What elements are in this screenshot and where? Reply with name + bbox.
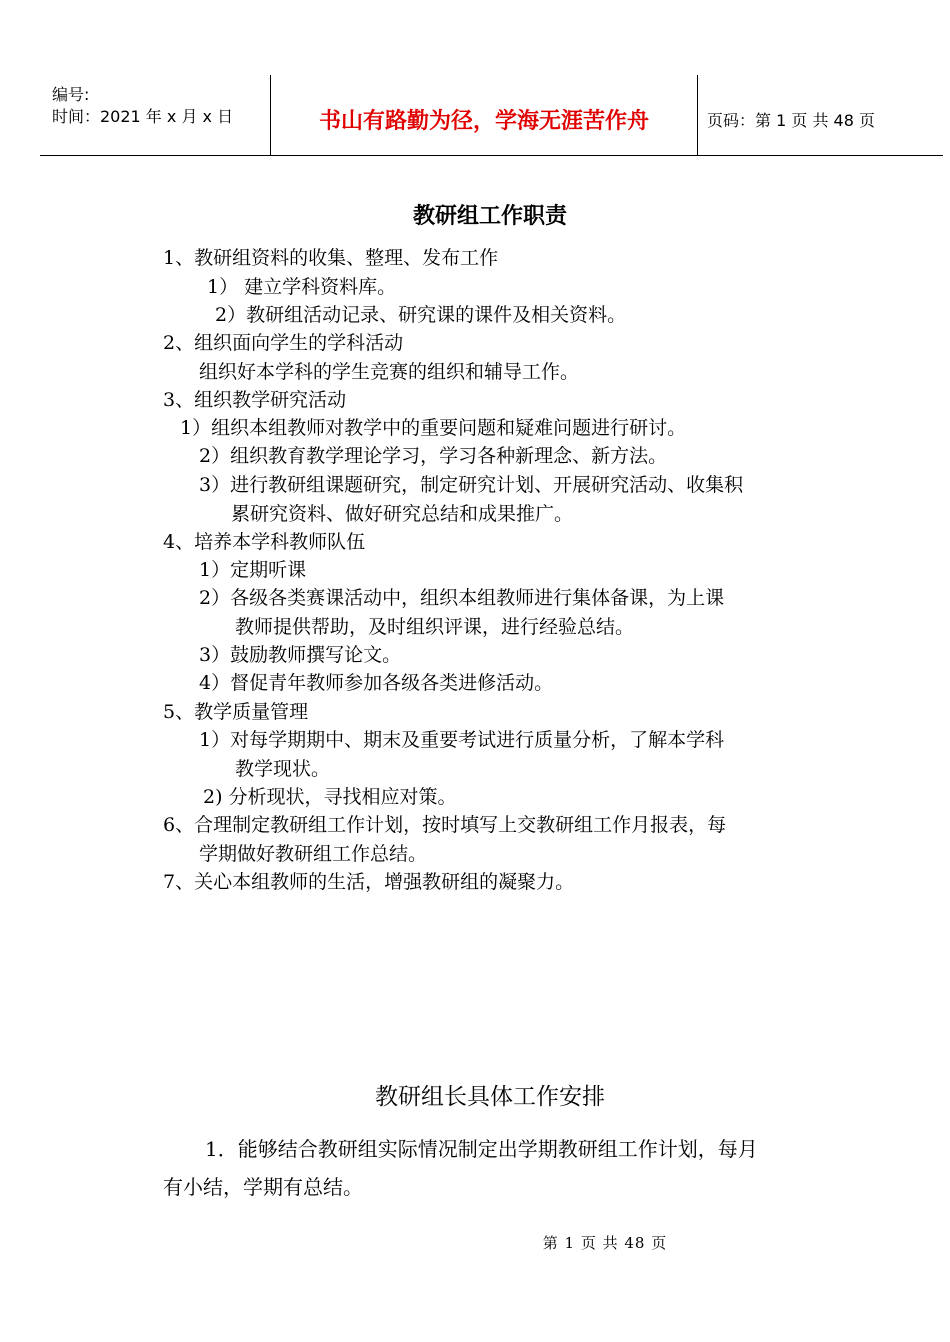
- duty-line: 1）组织本组教师对教学中的重要问题和疑难问题进行研讨。: [180, 417, 687, 439]
- duty-line: 2、组织面向学生的学科活动: [163, 332, 404, 354]
- duty-line: 2）组织教育教学理论学习，学习各种新理念、新方法。: [199, 445, 668, 467]
- duty-line: 1）定期听课: [199, 559, 307, 581]
- document-header: [40, 75, 943, 156]
- header-page-info: 页码：第 1 页 共 48 页: [707, 111, 875, 130]
- section2-title: 教研组长具体工作安排: [375, 1084, 605, 1110]
- header-motto-cell: [270, 75, 698, 155]
- time-line: 时间：2021 年 x 月 x 日: [52, 107, 234, 126]
- duty-line: 1、教研组资料的收集、整理、发布工作: [163, 247, 499, 269]
- page-footer: 第 1 页 共 48 页: [542, 1234, 668, 1252]
- header-page-cell: [697, 75, 943, 155]
- duty-line: 教师提供帮助，及时组织评课，进行经验总结。: [235, 616, 635, 638]
- header-meta-cell: [40, 75, 270, 155]
- duty-line: 2）教研组活动记录、研究课的课件及相关资料。: [215, 304, 627, 326]
- duty-line: 教学现状。: [235, 758, 331, 780]
- arrangement-line: 有小结，学期有总结。: [163, 1175, 363, 1199]
- duty-line: 1）对每学期期中、期末及重要考试进行质量分析，了解本学科: [199, 729, 725, 751]
- duty-line: 2) 分析现状，寻找相应对策。: [203, 786, 457, 808]
- duty-line: 5、教学质量管理: [163, 701, 309, 723]
- section1-title: 教研组工作职责: [412, 203, 567, 229]
- number-label: 编号:: [52, 85, 90, 104]
- duty-line: 累研究资料、做好研究总结和成果推广。: [231, 503, 574, 525]
- duty-line: 6、合理制定教研组工作计划，按时填写上交教研组工作月报表，每: [163, 814, 727, 836]
- motto-text: 书山有路勤为径，学海无涯苦作舟: [318, 109, 649, 134]
- duty-line: 学期做好教研组工作总结。: [199, 843, 428, 865]
- duty-line: 4）督促青年教师参加各级各类进修活动。: [199, 672, 554, 694]
- duty-line: 2）各级各类赛课活动中，组织本组教师进行集体备课，为上课: [199, 587, 725, 609]
- duty-line: 3）鼓励教师撰写论文。: [199, 644, 402, 666]
- duty-line: 组织好本学科的学生竞赛的组织和辅导工作。: [199, 361, 580, 383]
- duty-line: 1） 建立学科资料库。: [207, 276, 397, 298]
- duty-line: 4、培养本学科教师队伍: [163, 531, 366, 553]
- duty-line: 7、关心本组教师的生活，增强教研组的凝聚力。: [163, 871, 575, 893]
- arrangement-line: 1．能够结合教研组实际情况制定出学期教研组工作计划，每月: [205, 1137, 758, 1161]
- duty-line: 3）进行教研组课题研究，制定研究计划、开展研究活动、收集积: [199, 474, 744, 496]
- duty-line: 3、组织教学研究活动: [163, 389, 347, 411]
